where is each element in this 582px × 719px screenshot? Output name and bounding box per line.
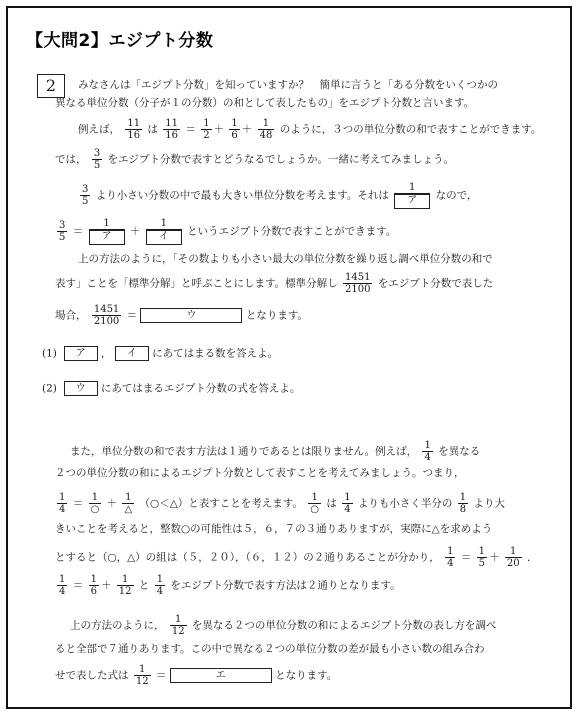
fraction: $\frac{1}{4}$: [156, 574, 164, 597]
text-run: せで表した式は: [55, 669, 129, 682]
text-run: ．: [526, 551, 538, 564]
fraction: $\frac{1}{○}$: [310, 492, 320, 515]
text-line: ると全部で７通りあります。この中で異なる２つの単位分数の差が最も小さい数の組み合わ: [55, 643, 485, 655]
fraction: $\frac{1}{\triangle}$: [124, 492, 133, 515]
page-title: 【大問2】エジプト分数: [26, 31, 214, 51]
text-run: ＋: [489, 551, 500, 564]
text-run: となります。: [275, 669, 338, 682]
text-line: [55, 546, 537, 569]
fraction: $\frac{3}{5}$: [82, 184, 89, 207]
text-run: ＝: [185, 123, 196, 136]
text-run: にあてはまる数を答えよ。: [152, 347, 279, 360]
text-run: ＋: [129, 225, 141, 238]
blank-a[interactable]: ア: [89, 230, 125, 245]
text-line: みなさんは「エジプト分数」を知っていますか？ 簡単に言うと「ある分数をいくつかの: [78, 79, 498, 91]
text-run: のように，３つの単位分数の和で表すことができます。: [279, 123, 542, 136]
fraction: $\frac{11}{16}$: [165, 118, 178, 141]
text-run: を異なる: [438, 445, 481, 458]
text-run: ＝: [126, 309, 138, 322]
text-run: 場合，: [55, 309, 87, 322]
sub-question-2: [42, 381, 300, 396]
text-line: 上の方法のように，「その数よりも小さい最大の単位分数を繰り返し調べ単位分数の和で: [78, 253, 493, 265]
text-run: ＝: [460, 551, 472, 564]
fraction: $\frac{1}{○}$: [90, 492, 100, 515]
text-line: [55, 664, 337, 687]
text-run: ＋: [106, 497, 118, 510]
fraction: $\frac{1451}{2100}$: [345, 272, 371, 295]
text-line: [70, 440, 480, 463]
text-run: 上の方法のように，: [70, 619, 165, 632]
fraction: $\frac{1}{4}$: [59, 492, 66, 515]
text-run: は: [326, 497, 337, 510]
fraction: $\frac{1}{20}$: [506, 546, 520, 569]
blank-a[interactable]: ア: [394, 194, 430, 209]
fraction: $\frac{3}{5}$: [93, 148, 101, 171]
text-line: 異なる単位分数（分子が１の分数）の和として表したもの」をエジプト分数と言います。: [55, 97, 475, 109]
text-line: [55, 492, 505, 515]
text-run: ＋: [241, 123, 253, 136]
text-line: [78, 182, 477, 209]
text-run: また，単位分数の和で表す方法は１通りであるとは限りません。例えば，: [70, 445, 418, 458]
text-run: （○＜△）と表すことを考えます。: [139, 497, 303, 510]
blank-u[interactable]: ウ: [140, 308, 242, 323]
text-run: ＋: [213, 123, 225, 136]
text-run: は: [147, 123, 158, 136]
text-run: とすると（○，△）の組は（５，２０），（６，１２）の２通りあることが分かり，: [55, 551, 440, 564]
sub-question-1: [42, 346, 278, 361]
text-run: ＝: [72, 225, 84, 238]
fraction: $\frac{11}{16}$: [127, 118, 141, 141]
text-line: [55, 574, 401, 597]
fraction: $\frac{1}{4}$: [424, 440, 431, 463]
text-run: をエジプト分数で表した: [377, 277, 494, 290]
blank-e[interactable]: エ: [170, 668, 272, 683]
text-run: にあてはまるエジプト分数の式を答えよ。: [100, 382, 301, 395]
fraction-with-blank: $\frac{1}{\text{ア}}$: [394, 182, 430, 209]
text-run: を異なる２つの単位分数の和によるエジプト分数の表し方を調べ: [191, 619, 497, 632]
text-run: と: [138, 579, 150, 592]
fraction: $\frac{1}{4}$: [447, 546, 454, 569]
fraction: $\frac{1}{4}$: [344, 492, 351, 515]
text-line: [55, 272, 493, 295]
text-run: より大: [473, 497, 505, 510]
fraction: $\frac{1451}{2100}$: [93, 304, 120, 327]
text-line: ２つの単位分数の和によるエジプト分数として表すことを考えてみましょう。つまり，: [55, 467, 465, 479]
text-run: ，: [100, 347, 112, 360]
text-run: なので，: [435, 189, 478, 202]
fraction: $\frac{1}{4}$: [59, 574, 66, 597]
fraction: $\frac{1}{2}$: [203, 118, 210, 141]
fraction: $\frac{1}{12}$: [171, 614, 185, 637]
blank-a[interactable]: ア: [64, 346, 98, 361]
blank-i[interactable]: イ: [115, 346, 149, 361]
text-run: をエジプト分数で表すとどうなるでしょうか。一緒に考えてみましょう。: [107, 153, 454, 166]
fraction: $\frac{3}{5}$: [59, 220, 66, 243]
text-run: (1): [42, 347, 57, 360]
text-run: 例えば，: [78, 123, 120, 136]
text-run: ＝: [72, 579, 84, 592]
fraction: $\frac{1}{6}$: [90, 574, 97, 597]
fraction: $\frac{1}{8}$: [459, 492, 467, 515]
question-number: 2: [37, 74, 65, 98]
text-run: より小さい分数の中で最も大きい単位分数を考えます。それは: [95, 189, 389, 202]
text-run: よりも小さく半分の: [357, 497, 453, 510]
text-run: をエジプト分数で表す方法は２通りとなります。: [170, 579, 401, 592]
fraction: $\frac{1}{12}$: [135, 664, 149, 687]
fraction-with-blank: $\frac{1}{\text{イ}}$: [146, 218, 182, 245]
fraction-with-blank: $\frac{1}{\text{ア}}$: [89, 218, 125, 245]
blank-i[interactable]: イ: [146, 230, 182, 245]
text-run: というエジプト分数で表すことができます。: [187, 225, 397, 238]
text-run: 表す」ことを「標準分解」と呼ぶことにします。標準分解し: [55, 277, 338, 290]
text-run: (2): [42, 382, 57, 395]
fraction: $\frac{1}{48}$: [259, 118, 273, 141]
fraction: $\frac{1}{12}$: [118, 574, 132, 597]
text-line: [55, 148, 454, 171]
text-run: ＋: [100, 579, 112, 592]
text-line: きいことを考えると，整数○の可能性は５，６，７の３通りありますが，実際に△を求めよう: [55, 523, 493, 535]
text-run: となります。: [245, 309, 308, 322]
text-line: [78, 118, 541, 141]
text-line: [55, 304, 308, 327]
text-line: [55, 218, 396, 245]
text-line: [70, 614, 496, 637]
fraction: $\frac{1}{6}$: [231, 118, 238, 141]
text-run: では，: [55, 153, 87, 166]
text-run: ＝: [155, 669, 167, 682]
text-run: ＝: [72, 497, 84, 510]
blank-u[interactable]: ウ: [64, 381, 98, 396]
fraction: $\frac{1}{5}$: [478, 546, 486, 569]
